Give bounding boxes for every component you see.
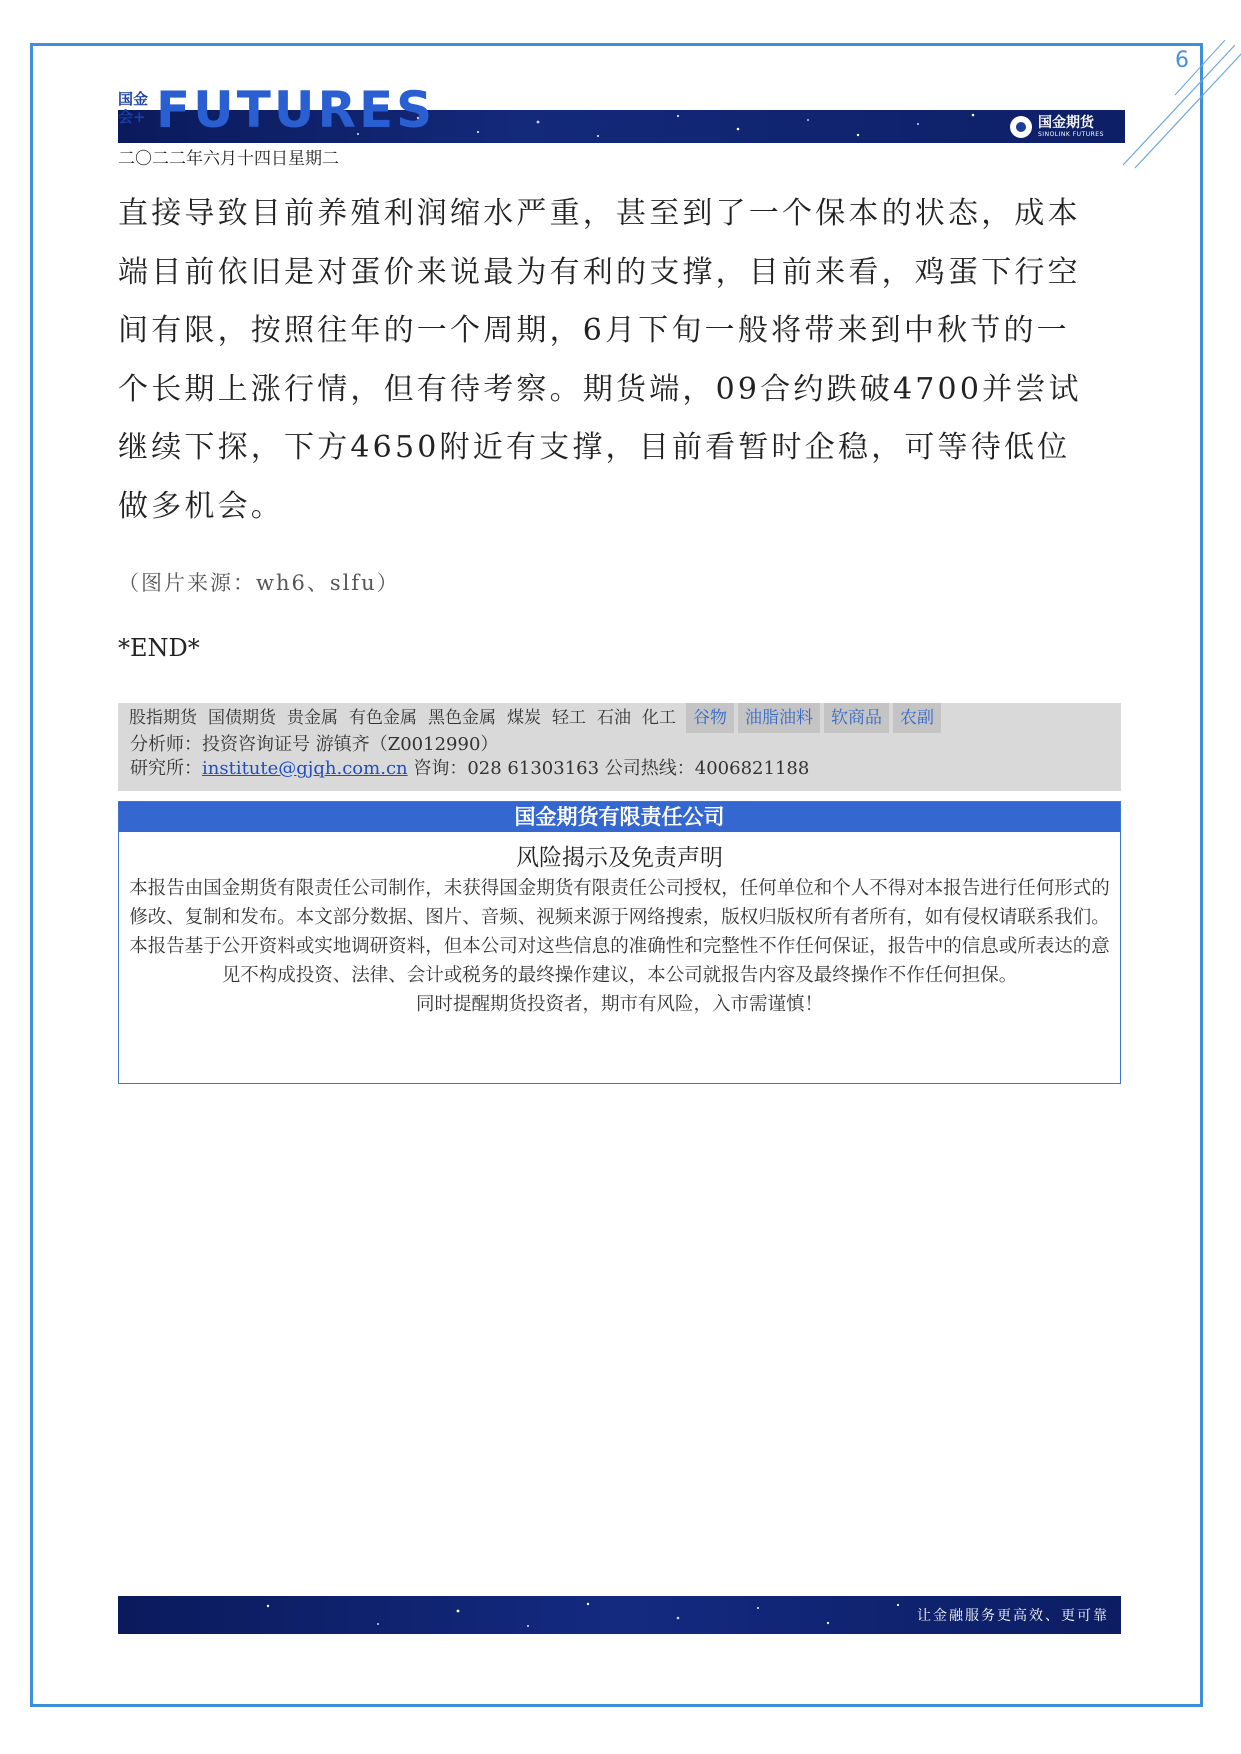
disclaimer-reminder: 同时提醒期货投资者，期市有风险，入市需谨慎！ xyxy=(415,994,823,1015)
analyst-value: 投资咨询证号 游镇齐（Z0012990） xyxy=(202,734,499,755)
product-tab[interactable]: 股指期货 xyxy=(129,708,197,727)
disclaimer-company: 国金期货有限责任公司 xyxy=(119,802,1120,832)
product-tab[interactable]: 煤炭 xyxy=(507,708,541,727)
page-number: 6 xyxy=(1175,48,1189,73)
product-tab[interactable]: 黑色金属 xyxy=(428,708,496,727)
product-tab-highlight[interactable]: 软商品 xyxy=(824,703,889,733)
disclaimer-title: 风险揭示及免责声明 xyxy=(516,845,723,871)
disclaimer-paragraph: 本报告由国金期货有限责任公司制作，未获得国金期货有限责任公司授权，任何单位和个人不得对本报告进行任何形式的修改、复制和发布。本文部分数据、图片、音频、视频来源于网络搜索，版权归版权所有者所有，如有侵权请联系我们。 xyxy=(129,878,1110,928)
product-tab[interactable]: 轻工 xyxy=(552,708,586,727)
analyst-label: 分析师： xyxy=(130,734,202,755)
product-tabs xyxy=(118,703,1121,733)
inquiry-hotline: 咨询：028 61303163 公司热线：4006821188 xyxy=(413,758,810,779)
footer-slogan: 让金融服务更高效、更可靠 xyxy=(917,1608,1109,1624)
corner-decoration xyxy=(1115,40,1241,170)
disclaimer-box xyxy=(118,801,1121,1084)
product-tab[interactable]: 贵金属 xyxy=(287,708,338,727)
product-panel xyxy=(118,703,1121,791)
disclaimer-paragraph: 本报告基于公开资料或实地调研资料，但本公司对这些信息的准确性和完整性不作任何保证，报告中的信息或所表达的意见不构成投资、法律、会计或税务的最终操作建议，本公司就报告内容及最终操作不作任何担保。 xyxy=(129,936,1110,986)
brand-name-en: SINOLINK FUTURES xyxy=(1038,130,1104,138)
brand-logo xyxy=(1010,114,1104,140)
product-tab[interactable]: 有色金属 xyxy=(349,708,417,727)
analyst-line xyxy=(118,733,1121,757)
product-tab[interactable]: 石油 xyxy=(597,708,631,727)
report-date: 二〇二二年六月十四日星期二 xyxy=(118,149,339,169)
product-tab-highlight[interactable]: 油脂油料 xyxy=(738,703,820,733)
brand-name-cn: 国金期货 xyxy=(1038,114,1094,131)
logo-futures: FUTURES xyxy=(156,81,436,139)
institute-line xyxy=(118,757,1121,781)
footer-banner xyxy=(118,1596,1121,1634)
brand-circle-icon xyxy=(1010,116,1032,138)
image-source-note: （图片来源：wh6、slfu） xyxy=(118,571,400,595)
logo-cn: 国金会+ xyxy=(118,90,149,126)
product-tab-highlight[interactable]: 谷物 xyxy=(686,703,734,733)
product-tab[interactable]: 国债期货 xyxy=(208,708,276,727)
body-paragraph: 直接导致目前养殖利润缩水严重，甚至到了一个保本的状态，成本端目前依旧是对蛋价来说最为有利的支撑，目前来看，鸡蛋下行空间有限，按照往年的一个周期，6月下旬一般将带来到中秋节的一个长期上涨行情，但有待考察。期货端，09合约跌破4700并尝试继续下探，下方4650附近有支撑，目前看暂时企稳，可等待低位做多机会。 xyxy=(118,196,1082,524)
product-tab[interactable]: 化工 xyxy=(642,708,676,727)
product-tab-highlight[interactable]: 农副 xyxy=(893,703,941,733)
institute-label: 研究所： xyxy=(130,758,202,779)
institute-email-link[interactable]: institute@gjqh.com.cn xyxy=(202,758,408,779)
end-mark: *END* xyxy=(118,634,200,662)
